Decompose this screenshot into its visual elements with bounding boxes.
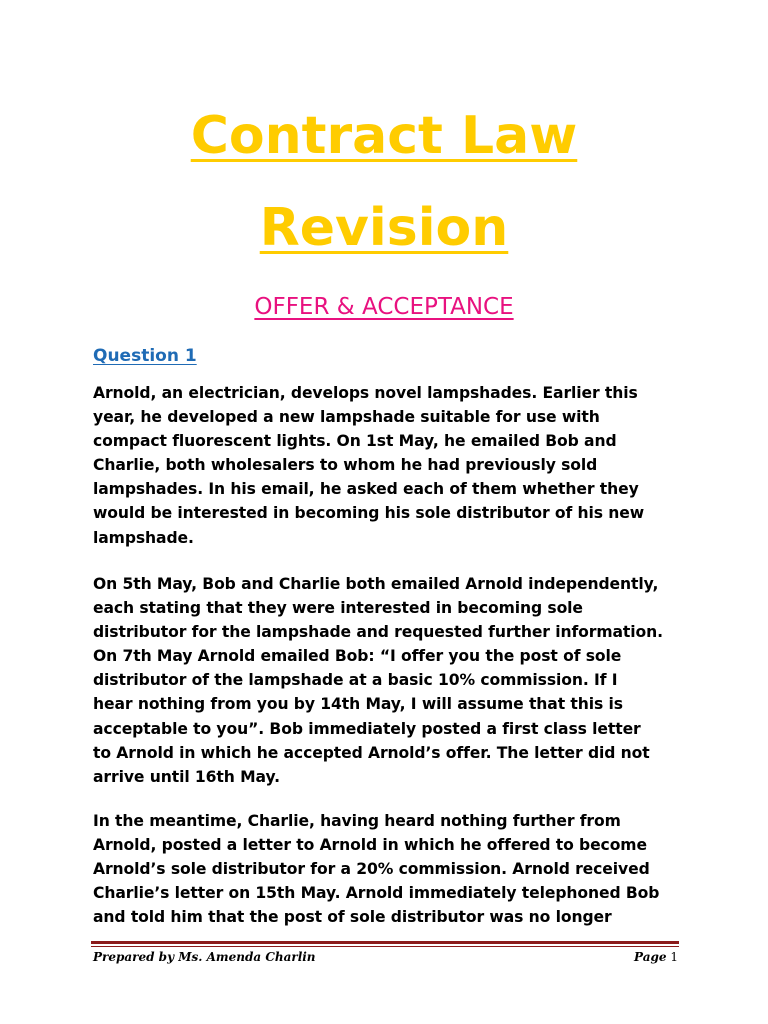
document-title-line-1: Contract Law xyxy=(190,106,578,166)
question-heading: Question 1 xyxy=(93,346,197,366)
footer-divider xyxy=(91,941,679,944)
paragraph-line: and told him that the post of sole distributor was no longer xyxy=(93,908,612,927)
paragraph-line: On 7th May Arnold emailed Bob: “I offer you the post of sole xyxy=(93,647,622,666)
footer-prepared-by: Prepared by Ms. Amenda Charlin xyxy=(93,950,316,964)
paragraph-line: hear nothing from you by 14th May, I will assume that this is xyxy=(93,695,623,714)
paragraph-line: distributor of the lampshade at a basic 10% commission. If I xyxy=(93,671,618,690)
paragraph-line: On 5th May, Bob and Charlie both emailed Arnold independently, xyxy=(93,575,659,593)
question-paragraph-1 xyxy=(93,381,693,550)
question-paragraph-3 xyxy=(93,809,693,929)
paragraph-line: lampshade. xyxy=(93,528,194,547)
paragraph-line: Arnold’s sole distributor for a 20% commission. Arnold received xyxy=(93,860,650,879)
footer-divider-thin xyxy=(91,946,679,947)
paragraph-line: In the meantime, Charlie, having heard nothing further from xyxy=(93,812,621,830)
paragraph-line: would be interested in becoming his sole distributor of his new xyxy=(93,504,645,523)
paragraph-line: Arnold, an electrician, develops novel lampshades. Earlier this xyxy=(93,384,638,402)
paragraph-line: Charlie, both wholesalers to whom he had previously sold xyxy=(93,456,598,475)
footer-page-number xyxy=(634,948,678,966)
document-title-line-2: Revision xyxy=(259,198,509,258)
paragraph-line: compact fluorescent lights. On 1st May, he emailed Bob and xyxy=(93,432,617,451)
question-paragraph-2 xyxy=(93,572,693,789)
paragraph-line: year, he developed a new lampshade suitable for use with xyxy=(93,408,600,427)
paragraph-line: acceptable to you”. Bob immediately posted a first class letter xyxy=(93,719,641,738)
paragraph-line: to Arnold in which he accepted Arnold’s offer. The letter did not xyxy=(93,743,650,762)
page-label: Page xyxy=(634,950,667,964)
paragraph-line: Arnold, posted a letter to Arnold in which he offered to become xyxy=(93,836,647,855)
page-number: 1 xyxy=(670,950,678,964)
paragraph-line: distributor for the lampshade and requested further information. xyxy=(93,623,663,642)
paragraph-line: each stating that they were interested in becoming sole xyxy=(93,599,583,618)
section-subtitle: OFFER & ACCEPTANCE xyxy=(254,294,514,320)
paragraph-line: arrive until 16th May. xyxy=(93,767,280,786)
paragraph-line: lampshades. In his email, he asked each of them whether they xyxy=(93,480,639,499)
paragraph-line: Charlie’s letter on 15th May. Arnold immediately telephoned Bob xyxy=(93,884,660,903)
